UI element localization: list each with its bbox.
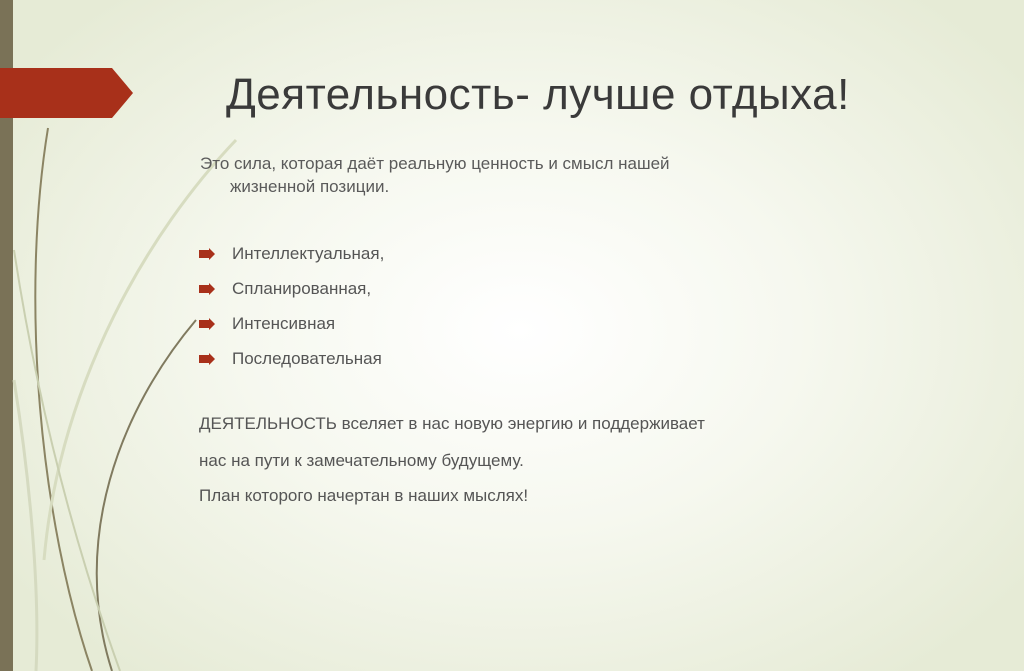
- arrow-bullet-icon: [199, 353, 215, 365]
- title-accent-arrow: [0, 68, 133, 118]
- bullet-item: [199, 271, 384, 306]
- arrow-bullet-icon: [199, 248, 215, 260]
- bullet-text: Последовательная: [232, 348, 382, 368]
- bullet-item: [199, 306, 384, 341]
- bullet-item: [199, 236, 384, 271]
- bullet-list: [199, 236, 384, 376]
- intro-line-2: жизненной позиции.: [230, 177, 390, 196]
- bullet-text: Спланированная,: [232, 278, 372, 298]
- closing-line-3: План которого начертан в наших мыслях!: [199, 486, 529, 505]
- bullet-text: Интенсивная: [232, 313, 336, 333]
- slide-title: Деятельность- лучше отдыха!: [226, 70, 850, 119]
- bullet-item: [199, 341, 384, 376]
- arrow-bullet-icon: [199, 283, 215, 295]
- arrow-bullet-icon: [199, 318, 215, 330]
- closing-line-2: нас на пути к замечательному будущему.: [199, 451, 524, 470]
- intro-paragraph: [200, 152, 880, 198]
- bullet-text: Интеллектуальная,: [232, 243, 385, 263]
- intro-line-1: Это сила, которая даёт реальную ценность и смысл нашей: [200, 154, 670, 173]
- closing-line-1: ДЕЯТЕЛЬНОСТЬ вселяет в нас новую энергию и поддерживает: [199, 414, 705, 433]
